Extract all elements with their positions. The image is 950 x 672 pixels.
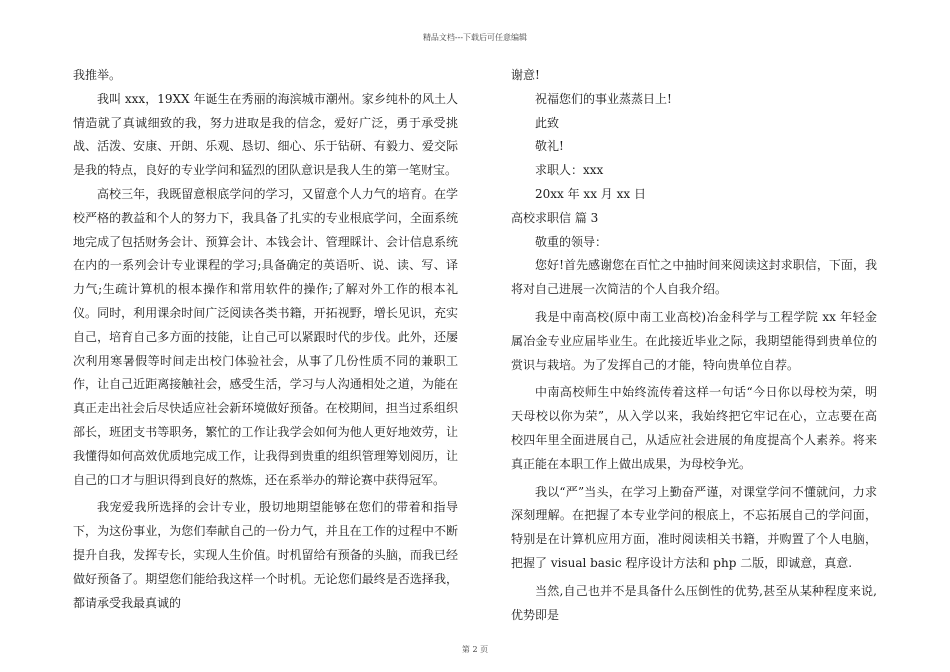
paragraph: 此致	[535, 115, 560, 130]
paragraph: 祝福您们的事业蒸蒸日上!	[535, 91, 672, 106]
paragraph: 您好!首先感谢您在百忙之中抽时间来阅读这封求职信，下面，我将对自己进展一次简洁的个人自我介绍。	[511, 258, 877, 297]
paragraph: 求职人：xxx	[535, 163, 604, 178]
paragraph: 谢意!	[511, 68, 540, 82]
section-title: 高校求职信 篇 3	[511, 210, 599, 225]
paragraph: 高校三年，我既留意根底学问的学习，又留意个人力气的培育。在学校严格的教益和个人的努力下，我具备了扎实的专业根底学问，全面系统地完成了包括财务会计、预算会计、本钱会计、管理睬计、会计信息系统在内的一系列会计专业课程的学习;具备确定的英语听、说、读、写、译力气;生疏计算机的根本操作和常用软件的操作;了解对外工作的根本礼仪。同时，利用课余时间广泛阅读各类书籍，开拓视野，增长见识，充实自己，培育自己多方面的技能，让自己可以紧跟时代的步伐。此外，还屡次利用寒暑假等时间走出校门体验社会，从事了几份性质不同的兼职工作，让自己近距离接触社会，感受生活，学习与人沟通相处之道，为能在真正走出社会后尽快适应社会新环境做好预备。在校期间，担当过系组织部长，班团支书等职务，繁忙的工作让我学会如何为他人更好地效劳，让我懂得如何高效优质地完成工作，让我得到贵重的组织管理筹划阅历，让自己的口才与胆识得到良好的熬炼，还在系举办的辩论赛中获得冠军。	[73, 186, 458, 487]
salutation: 敬重的领导：	[535, 234, 608, 249]
paragraph: 我以“严”当头，在学习上勤奋严谨，对课堂学问不懂就问，力求深刻理解。在把握了本专业学问的根底上，不忘拓展自己的学问面，特别是在计算机应用方面，准时阅读相关书籍，并购置了个人电脑，把握了 visual basic 程序设计方法和 php 二版，即诚意，真意.	[511, 484, 877, 570]
page-header: 精品文档---下载后可任意编辑	[422, 33, 528, 42]
paragraph: 中南高校师生中始终流传着这样一句话“今日你以母校为荣，明天母校以你为荣”，从入学以来，我始终把它牢记在心，立志要在高校四年里全面进展自己，从适应社会进展的角度提高个人素养。将来真正能在本职工作上做出成果，为母校争光。	[511, 385, 877, 471]
paragraph: 我是中南高校(原中南工业高校)冶金科学与工程学院 xx 年轻金属冶金专业应届毕业生。在此接近毕业之际，我期望能得到贵单位的赏识与栽培。为了发挥自己的才能，特向贵单位自荐。	[511, 309, 877, 372]
right-column	[511, 64, 877, 627]
paragraph: 当然,自己也并不是具备什么压倒性的优势,甚至从某种程度来说,优势即是	[511, 583, 877, 622]
paragraph: 我叫 xxx，19XX 年诞生在秀丽的海滨城市潮州。家乡纯朴的风土人情造就了真诚细致的我，努力进取是我的信念，爱好广泛，勇于承受挑战、活泼、安康、开朗、乐观、恳切、细心、乐于钻研、有毅力、爱交际是我的特点，良好的专业学问和猛烈的团队意识是我人生的第一笔财宝。	[73, 91, 458, 178]
page-number: 第 2 页	[461, 645, 489, 654]
paragraph: 敬礼!	[535, 139, 564, 154]
paragraph: 20xx 年 xx 月 xx 日	[535, 186, 646, 201]
paragraph: 我宠爱我所选择的会计专业，殷切地期望能够在您们的带着和指导下，为这份事业，为您们奉献自己的一份力气，并且在工作的过程中不断提升自我，发挥专长，实现人生价值。时机留给有预备的头脑，而我已经做好预备了。期望您们能给我这样一个时机。无论您们最终是否选择我，都请承受我最真诚的	[73, 500, 458, 610]
paragraph: 我推举。	[73, 68, 122, 82]
left-column	[73, 64, 458, 615]
